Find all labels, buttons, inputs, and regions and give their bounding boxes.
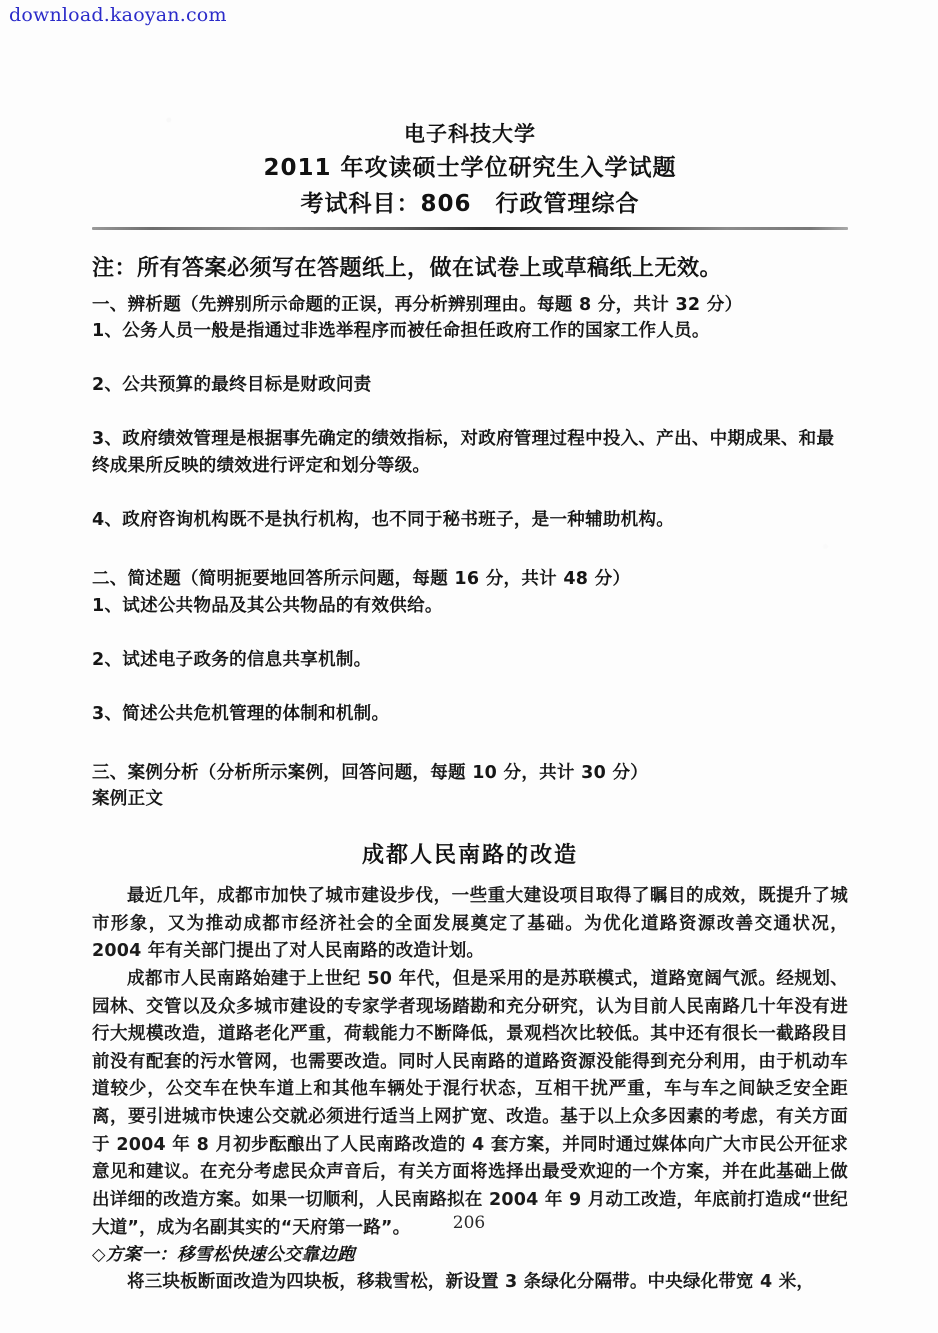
spacer	[92, 533, 848, 567]
case-body-label: 案例正文	[92, 788, 164, 809]
spacer	[92, 673, 848, 701]
question-2-3: 3、简述公共危机管理的体制和机制。	[92, 704, 390, 724]
header-divider	[92, 227, 848, 230]
spacer	[92, 344, 848, 372]
spacer	[92, 398, 848, 426]
spacer	[92, 869, 848, 883]
scheme-one-heading: ◇方案一：移雪松快速公交靠边跑	[92, 1245, 355, 1266]
question-2-2: 2、试述电子政务的信息共享机制。	[92, 649, 372, 670]
case-paragraph-2: 成都市人民南路始建于上世纪 50 年代，但是采用的是苏联模式，道路宽阔气派。经规划、园林、交管以及众多城市建设的专家学者现场踏勘和充分研究，认为目前人民南路几十年没有进行大规模改造，道路老化严重，荷载能力不断降低，景观档次比较低。其中还有很长一截路段目前没有配套的污水管网，也需要改造。同时人民南路的道路资源没能得到充分利用，由于机动车道较少，公交车在快车道上和其他车辆处于混行状态，互相干扰严重，车与车之间缺乏安全距离，要引进城市快速公交就必须进行适当上网扩宽、改造。基于以上众多因素的考虑，有关方面于 2004 年 8 月初步酝酿出了人民南路改造的 4 套方案，并同时通过媒体向广大市民公开征求意见和建议。在充分考虑民众声音后，有关方面将选择出最受欢迎的一个方案，并在此基础上做出详细的改造方案。如果一切顺利，人民南路拟在 2004 年 9 月动工改造，年底前打造成“世纪大道”，成为名副其实的“天府第一路”。	[92, 968, 848, 1238]
exam-title: 2011 年攻读硕士学位研究生入学试题	[263, 155, 677, 181]
section-heading-3: 三、案例分析（分析所示案例，回答问题，每题 10 分，共计 30 分）	[92, 763, 649, 784]
question-1-3: 3、政府绩效管理是根据事先确定的绩效指标，对政府管理过程中投入、产出、中期成果、和最终成果所反映的绩效进行评定和划分等级。	[92, 429, 835, 476]
exam-subject: 考试科目：806 行政管理综合	[300, 191, 640, 217]
spacer	[92, 619, 848, 647]
document-content	[92, 0, 848, 1296]
question-1-4: 4、政府咨询机构既不是执行机构，也不同于秘书班子，是一种辅助机构。	[92, 509, 675, 530]
question-1-1: 1、公务人员一般是指通过非选举程序而被任命担任政府工作的国家工作人员。	[92, 320, 710, 341]
page-number: 206	[452, 1213, 486, 1233]
question-2-1: 1、试述公共物品及其公共物品的有效供给。	[92, 595, 443, 616]
spacer	[92, 727, 848, 761]
site-watermark: download.kaoyan.com	[9, 4, 227, 26]
case-study-title: 成都人民南路的改造	[361, 843, 578, 868]
scheme-one-paragraph: 将三块板断面改造为四块板，移栽雪松，新设置 3 条绿化分隔带。中央绿化带宽 4 米，	[127, 1271, 815, 1292]
spacer	[92, 479, 848, 507]
question-1-2: 2、公共预算的最终目标是财政问责	[92, 375, 372, 396]
exam-instruction-note: 注：所有答案必须写在答题纸上，做在试卷上或草稿纸上无效。	[92, 256, 723, 281]
section-heading-2: 二、简述题（简明扼要地回答所示问题，每题 16 分，共计 48 分）	[92, 569, 631, 590]
university-name: 电子科技大学	[404, 122, 536, 146]
case-paragraph-1: 最近几年，成都市加快了城市建设步伐，一些重大建设项目取得了瞩目的成效，既提升了城市形象，又为推动成都市经济社会的全面发展奠定了基础。为优化道路资源改善交通状况，2004 年有关部门提出了对人民南路的改造计划。	[92, 886, 848, 962]
section-heading-1: 一、辨析题（先辨别所示命题的正误，再分析辨别理由。每题 8 分，共计 32 分）	[92, 294, 743, 315]
spacer	[92, 283, 848, 293]
